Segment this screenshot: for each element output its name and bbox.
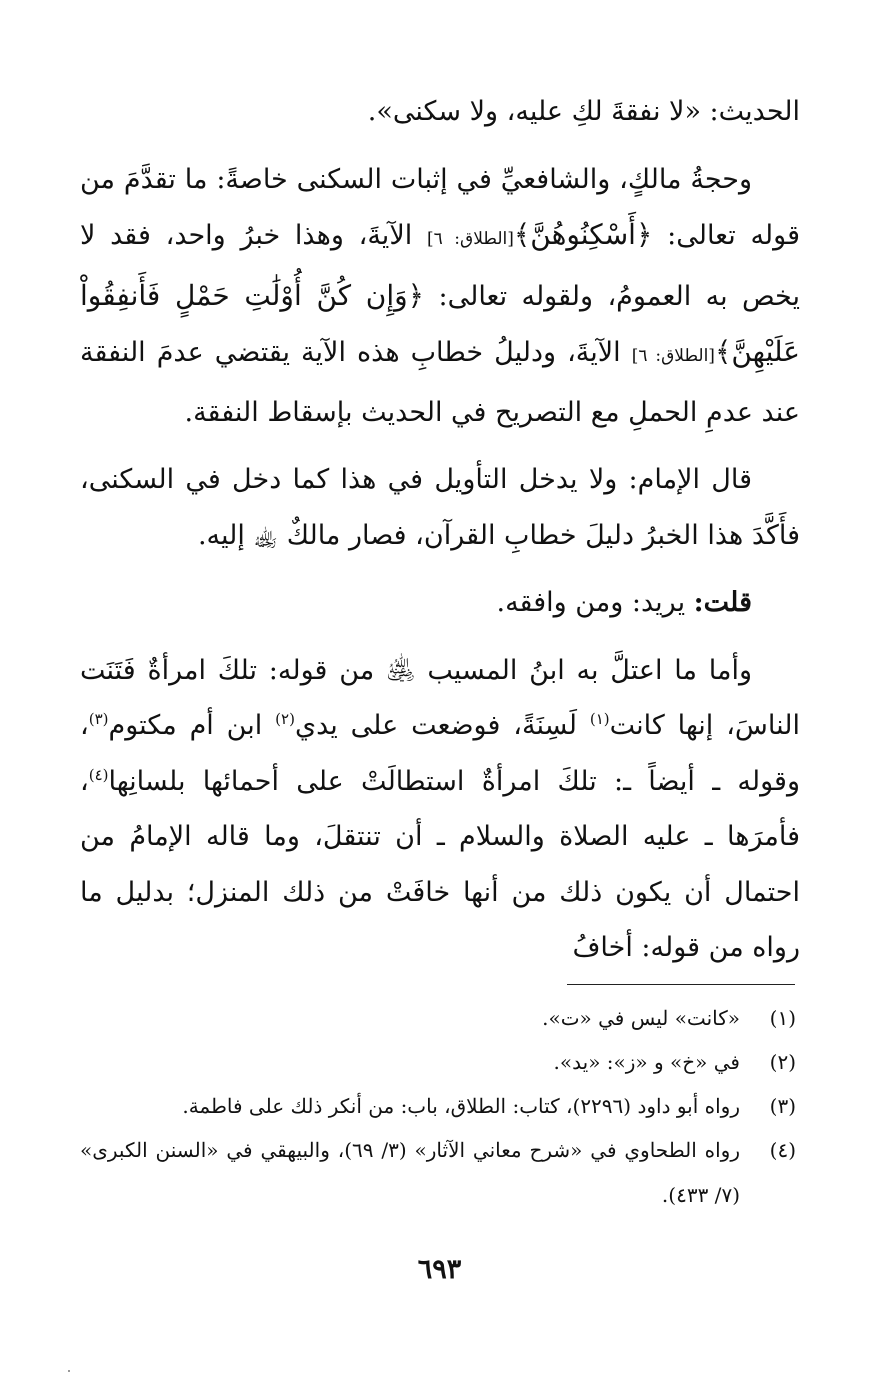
footnote-text: «كانت» ليس في «ت». [542, 1006, 740, 1030]
footnote-divider [567, 984, 795, 985]
footnote-text: رواه أبو داود (٢٢٩٦)، كتاب: الطلاق، باب: من أنكر ذلك على فاطمة. [182, 1094, 740, 1118]
bold-lead: قلت: [693, 587, 752, 618]
footnote-number: (٢) [769, 1050, 796, 1074]
paragraph-2 [80, 152, 800, 441]
footnote-2 [80, 1040, 796, 1084]
text-segment: الآيةَ، ودليلُ خطابِ هذه الآية يقتضي عدمَ النفقة عند عدمِ الحملِ مع التصريح في الحديث بإسقاط النفقة. [80, 337, 800, 428]
footnote-number: (٤) [769, 1138, 796, 1162]
verse-reference: [الطلاق: ٦] [631, 346, 715, 366]
verse-reference: [الطلاق: ٦] [426, 229, 514, 249]
paragraph-3 [80, 452, 800, 563]
quran-verse: ﴿أَسْكِنُوهُنَّ﴾ [513, 218, 653, 251]
text-segment: ابن أم مكتوم [108, 710, 276, 741]
text-segment: لَسِنَةً، فوضعت على يدي [294, 710, 590, 741]
footnote-1 [80, 996, 796, 1040]
paragraph-4 [80, 575, 800, 631]
footnote-4 [80, 1128, 796, 1218]
paragraph-1 [80, 84, 800, 140]
page-number: ٦٩٣ [417, 1254, 462, 1285]
text-segment: ، وقوله ـ أيضاً ـ: تلكَ امرأةٌ استطالَتْ على أحمائها بلسانِها [80, 710, 800, 797]
quran-verse: ﴿وَإِن كُنَّ أُوْلَٰتِ حَمْلٍ فَأَنفِقُواْ عَلَيْهِنَّ﴾ [80, 278, 800, 368]
paragraph-5 [80, 643, 800, 976]
footnote-marker[interactable]: (٣) [88, 710, 109, 728]
footnote-marker[interactable]: (١) [589, 710, 610, 728]
footnotes [80, 996, 796, 1218]
scan-speck [68, 1370, 70, 1372]
text-segment: ، فأمرَها ـ عليه الصلاة والسلام ـ أن تنتقلَ، وما قاله الإمامُ من احتمال أن يكون ذلك من أنها خافَتْ من ذلك المنزل؛ بدليل ما رواه من قوله: أخافُ [80, 765, 800, 963]
text-segment: قال الإمام: ولا يدخل التأويل في هذا كما دخل في السكنى، فأَكَّدَ هذا الخبرُ دليلَ خطابِ القرآن، فصار مالكٌ ﵀ إليه. [80, 464, 800, 551]
footnote-text: في «خ» و «ز»: «يد». [553, 1050, 740, 1074]
main-text [80, 84, 800, 976]
footnote-number: (٣) [769, 1094, 796, 1118]
footnote-number: (١) [769, 1006, 796, 1030]
text-segment: يريد: ومن وافقه. [496, 587, 694, 618]
text-segment: وأما ما اعتلَّ به ابنُ المسيب ﵁ من قوله: تلكَ امرأةٌ فَتَنَت الناسَ، إنها كانت [80, 654, 800, 741]
footnote-marker[interactable]: (٢) [275, 710, 295, 728]
text-segment: الحديث: «لا نفقةَ لكِ عليه، ولا سكنى». [367, 96, 800, 127]
footnote-text: رواه الطحاوي في «شرح معاني الآثار» (٣/ ٦٩)، والبيهقي في «السنن الكبرى» (٧/ ٤٣٣). [80, 1138, 740, 1207]
text-segment: وحجةُ مالكٍ، والشافعيِّ في إثبات السكنى خاصةً: ما تقدَّمَ من قوله تعالى: [80, 163, 800, 251]
text-segment: الآيةَ، وهذا خبرُ واحد، فقد لا يخص به العمومُ، ولقوله تعالى: [80, 220, 800, 312]
footnote-3 [80, 1084, 796, 1128]
footnote-marker[interactable]: (٤) [88, 765, 109, 784]
